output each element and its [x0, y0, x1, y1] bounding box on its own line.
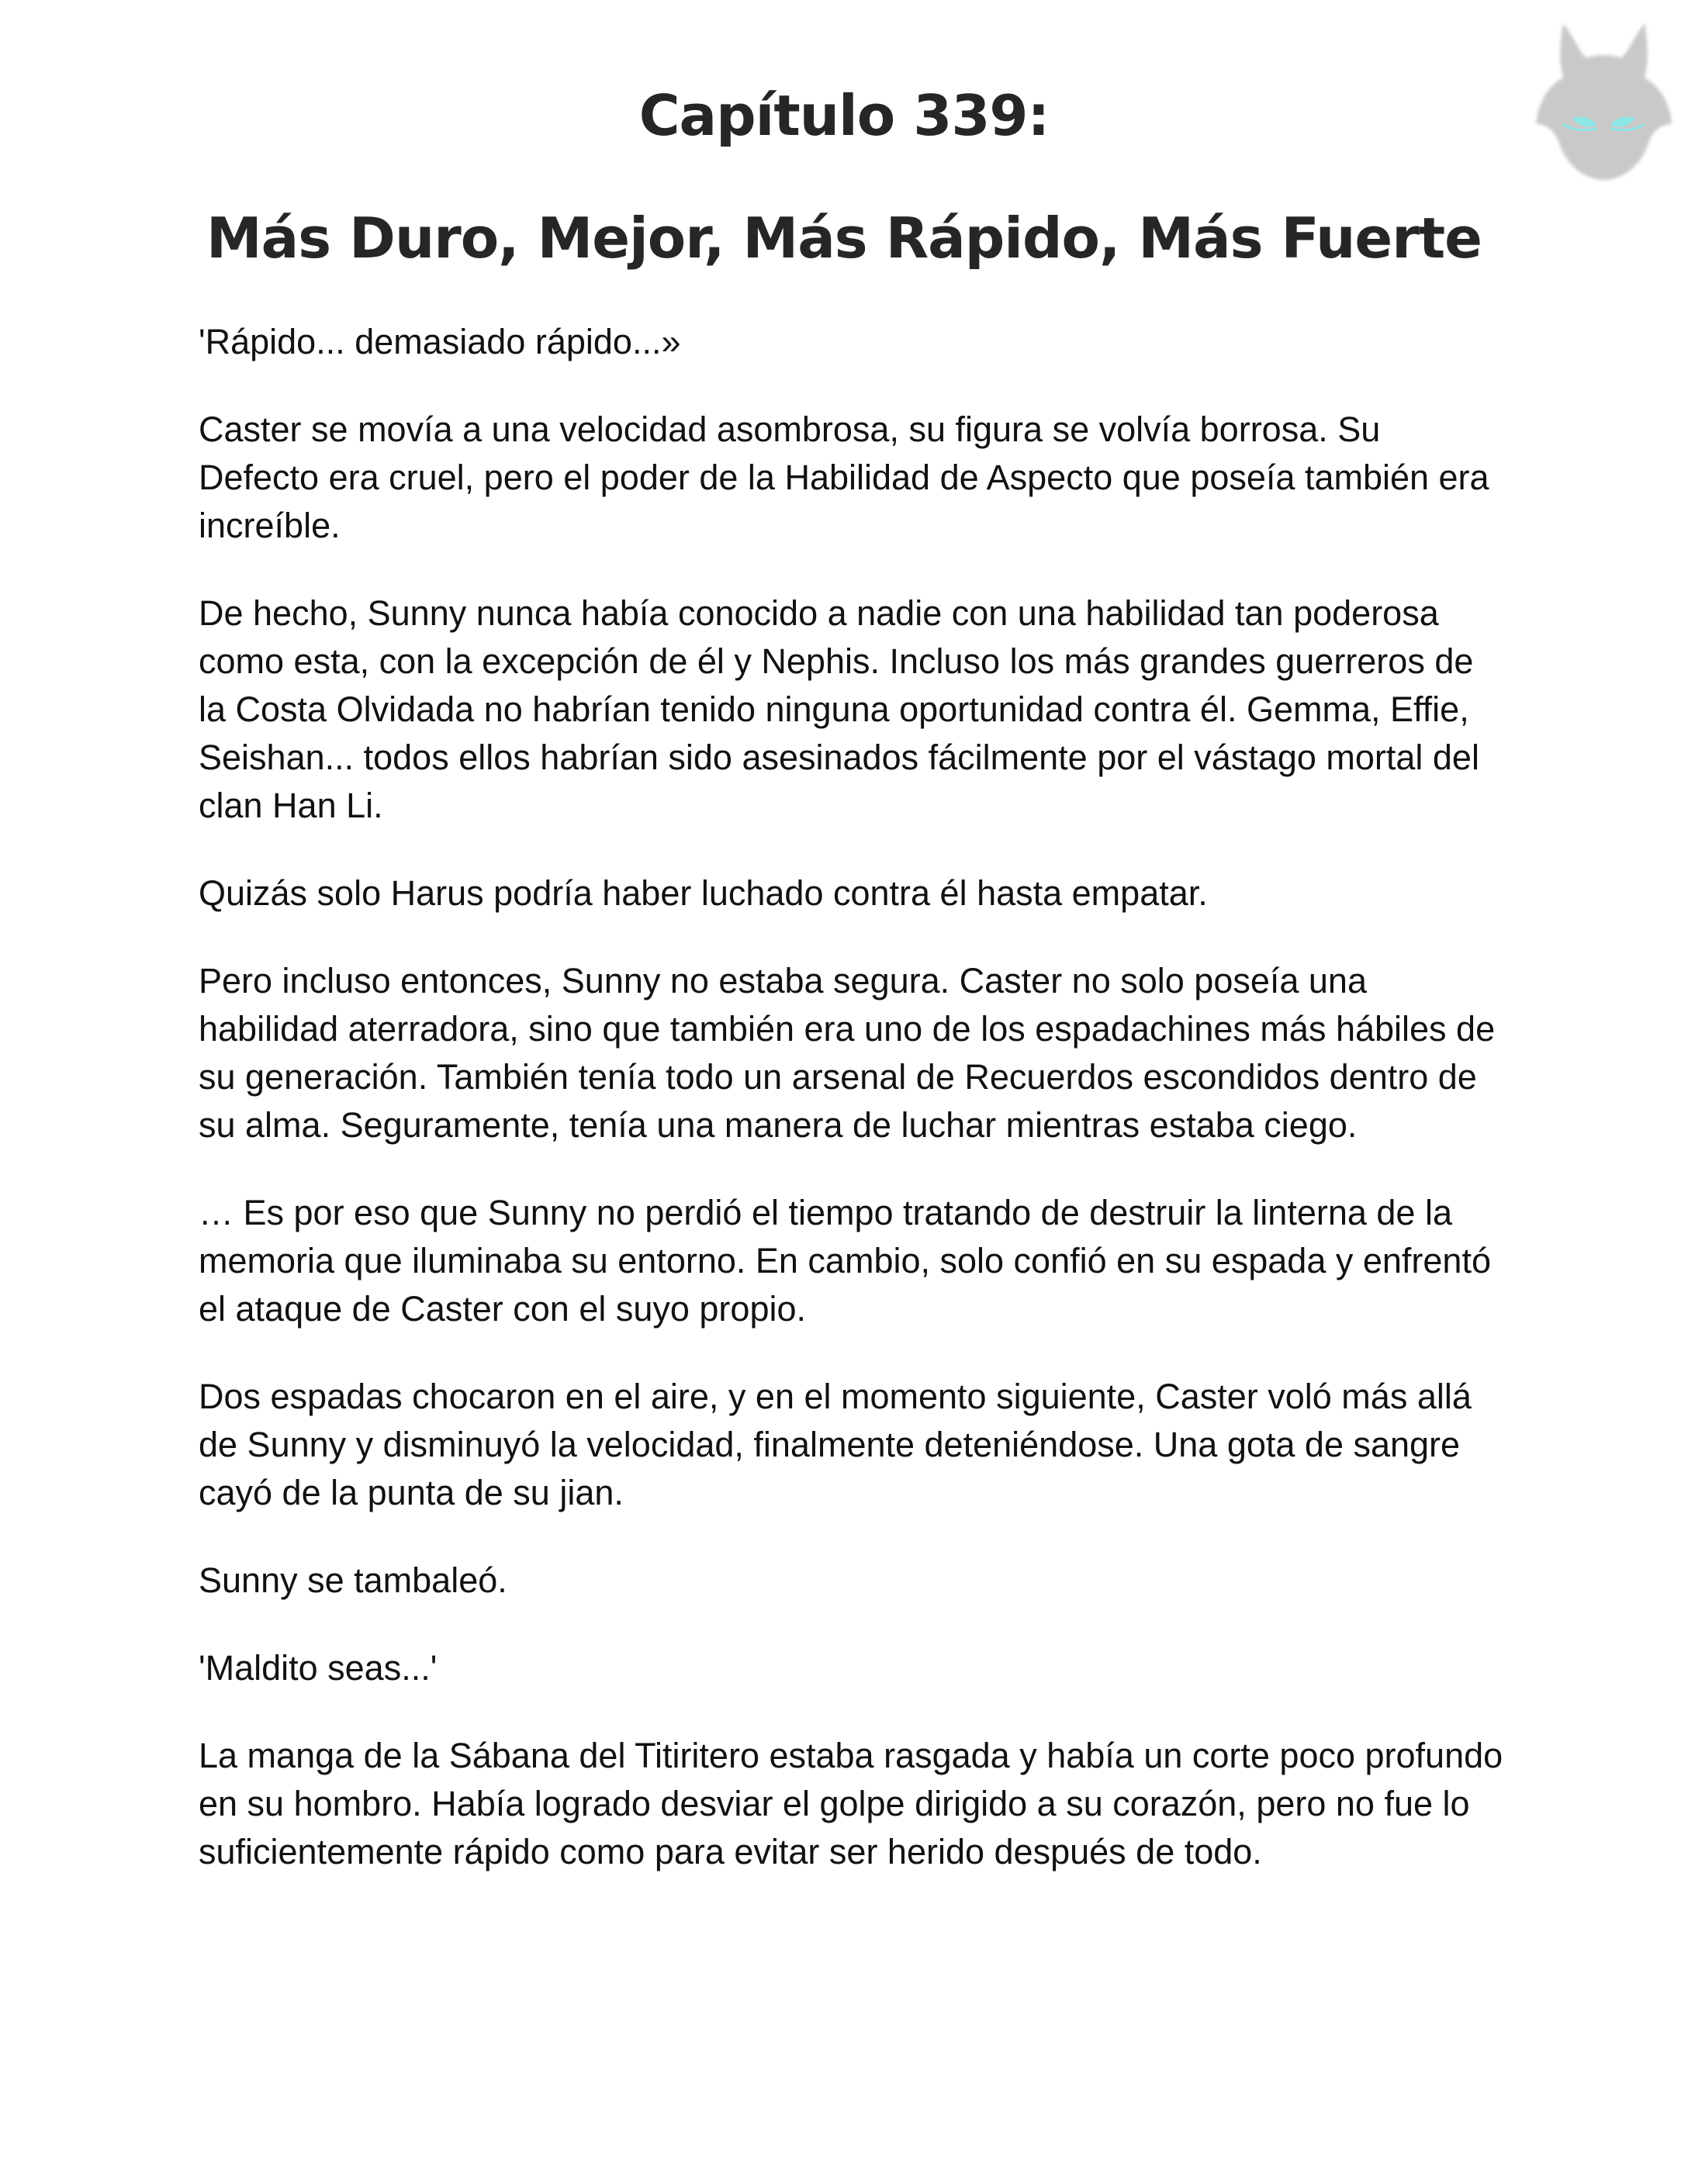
paragraph: La manga de la Sábana del Titiritero estaba rasgada y había un corte poco profundo en su hombro. Había logrado desviar el golpe dirigido a su corazón, pero no fue lo suficientemente rápido como para evitar ser herido después de todo.	[199, 1736, 1503, 1871]
paragraph: … Es por eso que Sunny no perdió el tiempo tratando de destruir la linterna de la memoria que iluminaba su entorno. En cambio, solo confió en su espada y enfrentó el ataque de Caster con el suyo propio.	[199, 1193, 1491, 1329]
demon-head-logo-icon	[1532, 16, 1676, 182]
chapter-title	[0, 54, 1688, 299]
paragraph: Quizás solo Harus podría haber luchado contra él hasta empatar.	[199, 873, 1208, 913]
paragraph: Pero incluso entonces, Sunny no estaba segura. Caster no solo poseía una habilidad aterradora, sino que también era uno de los espadachines más hábiles de su generación. También tenía todo un arsenal de Recuerdos escondidos dentro de su alma. Seguramente, tenía una manera de luchar mientras estaba ciego.	[199, 961, 1496, 1145]
paragraph: Caster se movía a una velocidad asombrosa, su figura se volvía borrosa. Su Defecto era cruel, pero el poder de la Habilidad de Aspecto que poseía también era increíble.	[199, 410, 1489, 545]
paragraph: Dos espadas chocaron en el aire, y en el momento siguiente, Caster voló más allá de Sunny y disminuyó la velocidad, finalmente deteniéndose. Una gota de sangre cayó de la punta de su jian.	[199, 1377, 1472, 1512]
paragraph: 'Rápido... demasiado rápido...»	[199, 322, 681, 361]
chapter-number: Capítulo 339:	[638, 83, 1050, 148]
chapter-body	[199, 318, 1510, 1916]
paragraph: Sunny se tambaleó.	[199, 1560, 507, 1600]
chapter-subtitle: Más Duro, Mejor, Más Rápido, Más Fuerte	[206, 206, 1482, 271]
paragraph: De hecho, Sunny nunca había conocido a nadie con una habilidad tan poderosa como esta, con la excepción de él y Nephis. Incluso los más grandes guerreros de la Costa Olvidada no habrían tenido ninguna oportunidad contra él. Gemma, Effie, Seishan... todos ellos habrían sido asesinados fácilmente por el vástago mortal del clan Han Li.	[199, 593, 1479, 825]
paragraph: 'Maldito seas...'	[199, 1648, 438, 1688]
